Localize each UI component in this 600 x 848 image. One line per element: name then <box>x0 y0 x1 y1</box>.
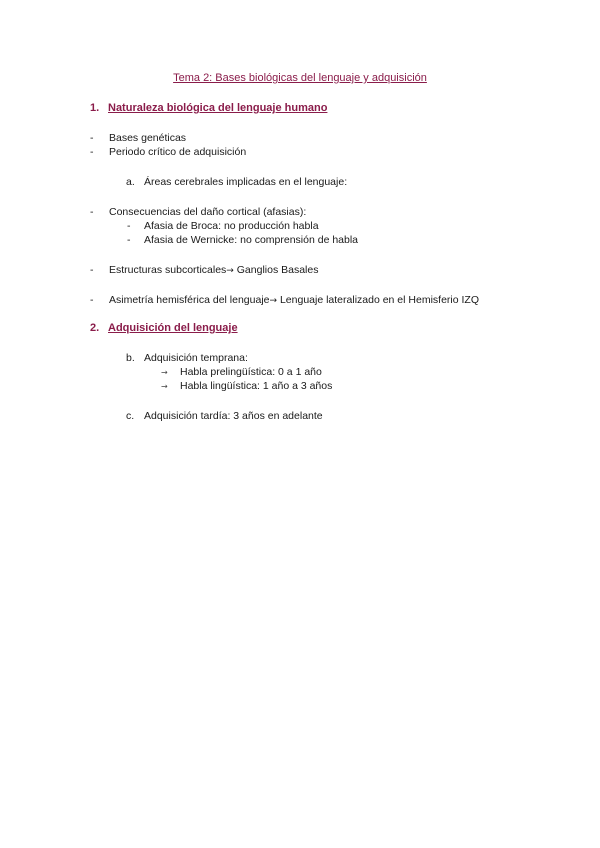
sub-item-text: Adquisición tardía: 3 años en adelante <box>144 410 323 422</box>
document-title: Tema 2: Bases biológicas del lenguaje y adquisición <box>173 72 427 84</box>
arrow-icon: → <box>269 296 278 306</box>
bullet-dash: - <box>90 206 94 218</box>
text-left: Estructuras subcorticales <box>109 264 227 276</box>
arrow-bullet-icon: → <box>161 368 168 377</box>
sub-item-text: Adquisición temprana: <box>144 352 248 364</box>
bullet-dash: - <box>90 132 94 144</box>
bullet-text: Periodo crítico de adquisición <box>109 146 247 158</box>
bullet-text: Habla prelingüística: 0 a 1 año <box>180 366 322 378</box>
section-2-number: 2. <box>90 322 100 334</box>
arrow-bullet-icon: → <box>161 382 168 391</box>
section-1-title: Naturaleza biológica del lenguaje humano <box>108 102 328 114</box>
bullet-text: Consecuencias del daño cortical (afasias): <box>109 206 307 218</box>
bullet-text: Afasia de Broca: no producción habla <box>144 220 319 232</box>
bullet-text <box>109 294 479 308</box>
section-1-number: 1. <box>90 102 100 114</box>
bullet-text: Bases genéticas <box>109 132 187 144</box>
bullet-dash: - <box>127 220 131 232</box>
sub-item-letter: b. <box>126 352 135 364</box>
text-left: Asimetría hemisférica del lenguaje <box>109 294 270 306</box>
bullet-text <box>109 264 318 278</box>
arrow-icon: → <box>226 266 234 276</box>
bullet-text: Afasia de Wernicke: no comprensión de habla <box>144 234 359 246</box>
bullet-dash: - <box>90 146 94 158</box>
bullet-dash: - <box>90 264 94 276</box>
bullet-dash: - <box>90 294 94 306</box>
bullet-text: Habla lingüística: 1 año a 3 años <box>180 380 333 392</box>
bullet-dash: - <box>127 234 131 246</box>
sub-item-letter: c. <box>126 410 135 422</box>
sub-item-text: Áreas cerebrales implicadas en el lenguaje: <box>144 176 348 188</box>
sub-item-letter: a. <box>126 176 135 188</box>
text-right: Lenguaje lateralizado en el Hemisferio IZQ <box>277 294 479 306</box>
section-2-title: Adquisición del lenguaje <box>108 322 238 334</box>
text-right: Ganglios Basales <box>233 264 319 276</box>
